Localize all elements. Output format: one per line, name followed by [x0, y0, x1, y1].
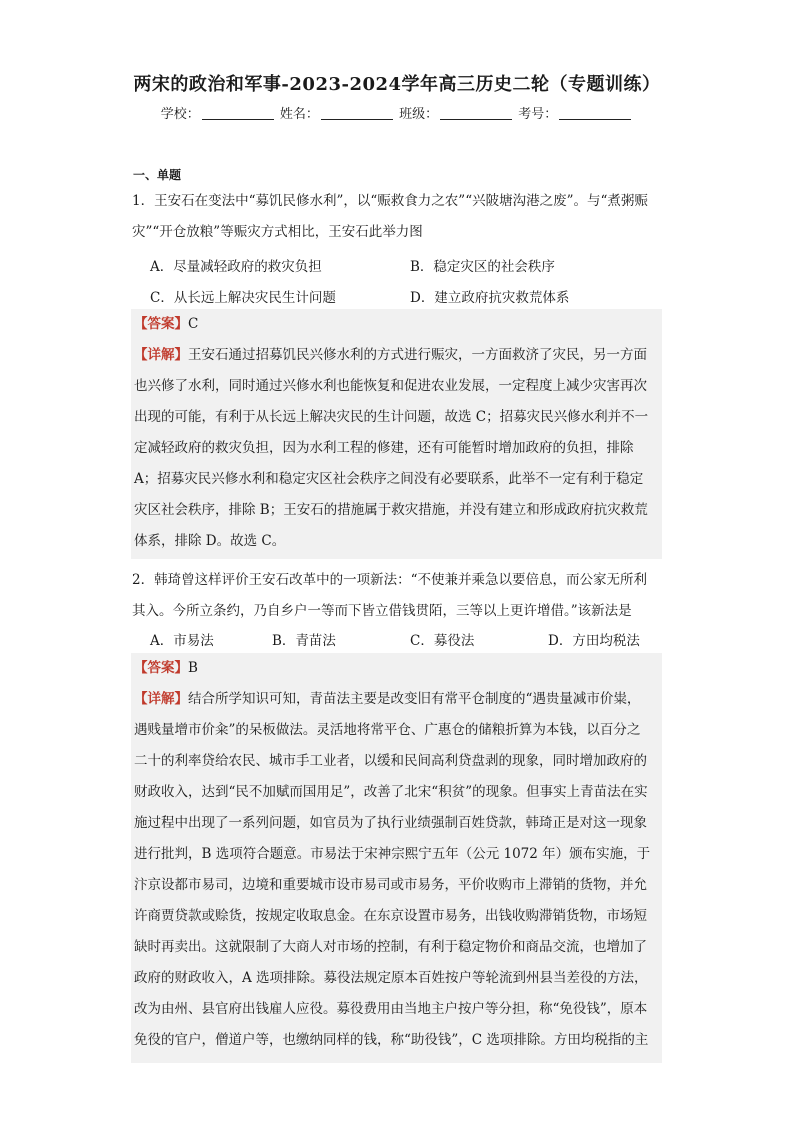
q1-detail-line-4: 定减轻政府的救灾负担，因为水利工程的修建，还有可能暂时增加政府的负担，排除: [134, 440, 634, 456]
q1-option-d: D．建立政府抗灾救荒体系: [410, 290, 570, 306]
q2-detail-line-12: 免役的官户，僧道户等，也缴纳同样的钱，称“助役钱”，C 选项排除。方田均税指的主: [134, 1032, 649, 1048]
q2-detail-line-11: 改为由州、县官府出钱雇人应役。募役费用由当地主户按户等分担，称“免役钱”，原本: [134, 1001, 648, 1017]
q2-detail-line-2: 遇贱量增市价籴”的呆板做法。灵活地将常平仓、广惠仓的储粮折算为本钱，以百分之: [134, 722, 641, 738]
name-blank[interactable]: [321, 107, 393, 120]
q1-detail-line-5: A；招募灾民兴修水利和稳定灾区社会秩序之间没有必要联系，此举不一定有利于稳定: [134, 471, 644, 487]
q1-detail-text-1: 王安石通过招募饥民兴修水利的方式进行赈灾，一方面救济了灾民，另一方面: [188, 347, 647, 363]
q2-detail-line-8: 许商贾贷款或赊货，按规定收取息金。在东京设置市易务，出钱收购滞销货物，市场短: [134, 908, 647, 924]
q1-detail-line-2: 也兴修了水利，同时通过兴修水利也能恢复和促进农业发展，一定程度上减少灾害再次: [134, 378, 647, 394]
answer-tag: 【答案】: [134, 316, 188, 332]
q1-stem-line-2: 灾”“开仓放粮”等赈灾方式相比，王安石此举力图: [132, 224, 423, 240]
q1-detail-line-3: 出现的可能，有利于从长远上解决灾民的生计问题，故选 C；招募灾民兴修水利并不一: [134, 409, 649, 425]
q1-option-b: B．稳定灾区的社会秩序: [410, 259, 555, 275]
q2-option-c: C．募役法: [410, 633, 475, 649]
q2-detail-text-1: 结合所学知识可知，青苗法主要是改变旧有常平仓制度的“遇贵量减市价粜，: [188, 691, 641, 707]
exam-number-blank[interactable]: [559, 107, 631, 120]
q1-detail-line-1: [134, 340, 660, 371]
q1-stem-line-1: 1．王安石在变法中“募饥民修水利”，以“赈救食力之农”“兴陂塘沟港之废”。与“煮粥赈: [132, 193, 648, 209]
school-label: 学校：: [160, 107, 200, 122]
q2-detail-line-3: 二十的利率贷给农民、城市手工业者，以缓和民间高利贷盘剥的现象，同时增加政府的: [134, 753, 647, 769]
q2-answer-line: [134, 653, 660, 684]
q2-option-d: D．方田均税法: [548, 633, 640, 649]
detail-tag: 【详解】: [134, 347, 188, 363]
q2-option-b: B．青苗法: [272, 633, 336, 649]
name-label: 姓名：: [279, 107, 319, 122]
q2-answer-value: B: [188, 660, 198, 676]
q2-detail-line-6: 进行批判，B 选项符合题意。市易法于宋神宗熙宁五年（公元 1072 年）颁布实施，于: [134, 846, 651, 862]
q1-option-a: A．尽量减轻政府的救灾负担: [150, 259, 322, 275]
class-blank[interactable]: [440, 107, 512, 120]
section-heading: 一、单题: [133, 168, 182, 182]
q2-detail-line-9: 缺时再卖出。这就限制了大商人对市场的控制，有利于稳定物价和商品交流，也增加了: [134, 939, 647, 955]
answer-tag: 【答案】: [134, 660, 188, 676]
q2-stem-line-2: 其入。今所立条约，乃自乡户一等而下皆立借钱贯陌，三等以上更许增借。”该新法是: [132, 603, 632, 619]
q1-detail-line-7: 体系，排除 D。故选 C。: [134, 533, 286, 549]
q2-stem-line-1: 2．韩琦曾这样评价王安石改革中的一项新法：“不使兼并乘急以要倍息，而公家无所利: [132, 572, 647, 588]
q2-detail-line-1: [134, 684, 660, 715]
q2-detail-line-5: 施过程中出现了一系列问题，如官员为了执行业绩强制百姓贷款，韩琦正是对这一现象: [134, 815, 647, 831]
q2-option-a: A．市易法: [150, 633, 214, 649]
q2-detail-line-4: 财政收入，达到“民不加赋而国用足”，改善了北宋“积贫”的现象。但事实上青苗法在实: [134, 784, 648, 800]
q1-answer-value: C: [188, 316, 199, 332]
detail-tag: 【详解】: [134, 691, 188, 707]
exam-number-label: 考号：: [518, 107, 558, 122]
q1-answer-line: [134, 309, 660, 340]
student-info-line: [0, 103, 794, 122]
q1-detail-line-6: 灾区社会秩序，排除 B；王安石的措施属于救灾措施，并没有建立和形成政府抗灾救荒: [134, 502, 648, 518]
school-blank[interactable]: [202, 107, 274, 120]
q1-option-c: C．从长远上解决灾民生计问题: [150, 290, 336, 306]
document-title: 两宋的政治和军事-2023-2024学年高三历史二轮（专题训练）: [133, 74, 661, 95]
q2-detail-line-7: 汴京设都市易司，边境和重要城市设市易司或市易务，平价收购市上滞销的货物，并允: [134, 877, 647, 893]
q2-detail-line-10: 政府的财政收入，A 选项排除。募役法规定原本百姓按户等轮流到州县当差役的方法，: [134, 970, 648, 986]
class-label: 班级：: [399, 107, 439, 122]
